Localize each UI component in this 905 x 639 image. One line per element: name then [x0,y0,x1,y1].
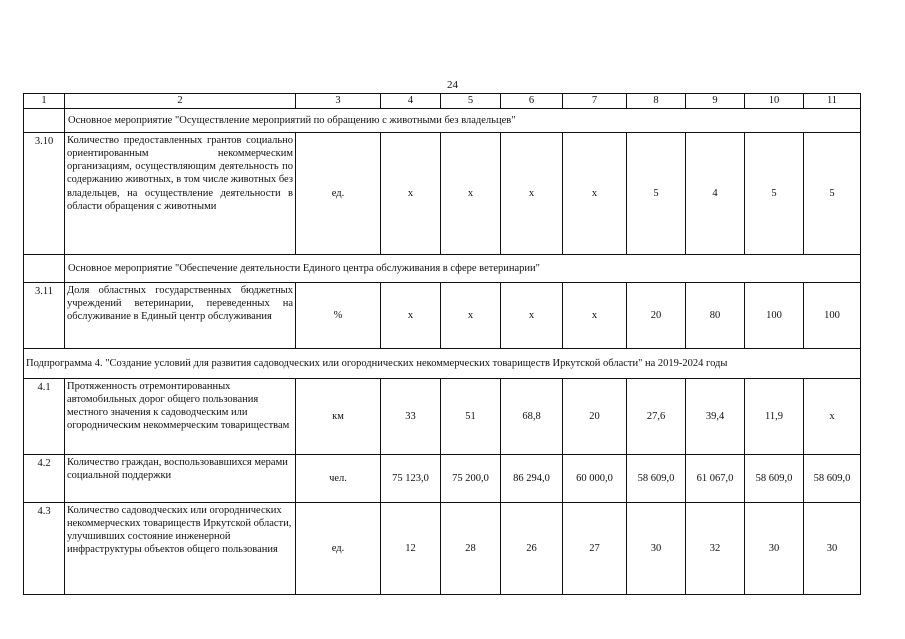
value-cell: 100 [745,283,804,349]
value-cell: х [804,379,861,455]
value-cell: 4 [686,133,745,255]
value-cell: 5 [804,133,861,255]
value-cell: 26 [501,503,563,595]
column-header: 3 [296,94,381,109]
unit-cell: ед. [296,133,381,255]
value-cell: 20 [563,379,627,455]
row-number: 4.1 [24,379,65,455]
value-cell: 32 [686,503,745,595]
value-cell: 5 [745,133,804,255]
column-header: 6 [501,94,563,109]
value-cell: 39,4 [686,379,745,455]
value-cell: 20 [627,283,686,349]
subprogram-title: Подпрограмма 4. "Создание условий для развития садоводческих или огороднических некоммерческих товариществ Иркутской области" на 2019-2024 годы [24,349,861,379]
section-title: Основное мероприятие "Обеспечение деятельности Единого центра обслуживания в сфере ветеринарии" [65,255,861,283]
value-cell: 30 [745,503,804,595]
value-cell: х [381,133,441,255]
value-cell: 27,6 [627,379,686,455]
value-cell: 68,8 [501,379,563,455]
value-cell: 58 609,0 [804,455,861,503]
value-cell: х [563,283,627,349]
value-cell: 11,9 [745,379,804,455]
value-cell: 28 [441,503,501,595]
unit-cell: км [296,379,381,455]
table-row [24,503,861,595]
value-cell: 80 [686,283,745,349]
value-cell: 51 [441,379,501,455]
value-cell: 12 [381,503,441,595]
value-cell: х [381,283,441,349]
column-header: 7 [563,94,627,109]
column-header: 9 [686,94,745,109]
section-title: Основное мероприятие "Осуществление мероприятий по обращению с животными без владельцев" [65,109,861,133]
section-row [24,109,861,133]
value-cell: х [441,133,501,255]
column-header: 4 [381,94,441,109]
column-header: 11 [804,94,861,109]
column-header: 2 [65,94,296,109]
row-number: 3.11 [24,283,65,349]
column-header: 8 [627,94,686,109]
table-row [24,133,861,255]
value-cell: 58 609,0 [745,455,804,503]
value-cell: 61 067,0 [686,455,745,503]
value-cell: х [563,133,627,255]
value-cell: 75 123,0 [381,455,441,503]
value-cell: х [441,283,501,349]
value-cell: 86 294,0 [501,455,563,503]
value-cell: 5 [627,133,686,255]
column-header: 10 [745,94,804,109]
page-number: 24 [447,79,458,91]
unit-cell: % [296,283,381,349]
indicator-name: Протяженность отремонтированных автомобильных дорог общего пользования местного значения к садоводческим или огородническим некоммерческим товариществам [65,379,296,455]
value-cell: 27 [563,503,627,595]
column-number-row [24,94,861,109]
row-number: 4.3 [24,503,65,595]
column-header: 5 [441,94,501,109]
value-cell: 75 200,0 [441,455,501,503]
value-cell: 30 [804,503,861,595]
value-cell: 58 609,0 [627,455,686,503]
column-header: 1 [24,94,65,109]
indicator-name: Доля областных государственных бюджетных учреждений ветеринарии, переведенных на обслуживание в Единый центр обслуживания [65,283,296,349]
row-number: 3.10 [24,133,65,255]
value-cell: 33 [381,379,441,455]
value-cell: х [501,283,563,349]
indicator-name: Количество предоставленных грантов социально ориентированным некоммерческим организациям, осуществляющим деятельность по содержанию животных, в том числе животных без владельцев, на осуществление деятельности в области обращения с животными [65,133,296,255]
value-cell: х [501,133,563,255]
unit-cell: чел. [296,455,381,503]
value-cell: 100 [804,283,861,349]
row-number: 4.2 [24,455,65,503]
unit-cell: ед. [296,503,381,595]
table-row [24,379,861,455]
value-cell: 60 000,0 [563,455,627,503]
table-row [24,455,861,503]
indicators-table [23,93,861,595]
indicator-name: Количество садоводческих или огороднических некоммерческих товариществ Иркутской области, улучшивших состояние инженерной инфраструктуры объектов общего пользования [65,503,296,595]
table-row [24,283,861,349]
subprogram-row [24,349,861,379]
indicator-name: Количество граждан, воспользовавшихся мерами социальной поддержки [65,455,296,503]
value-cell: 30 [627,503,686,595]
section-row [24,255,861,283]
